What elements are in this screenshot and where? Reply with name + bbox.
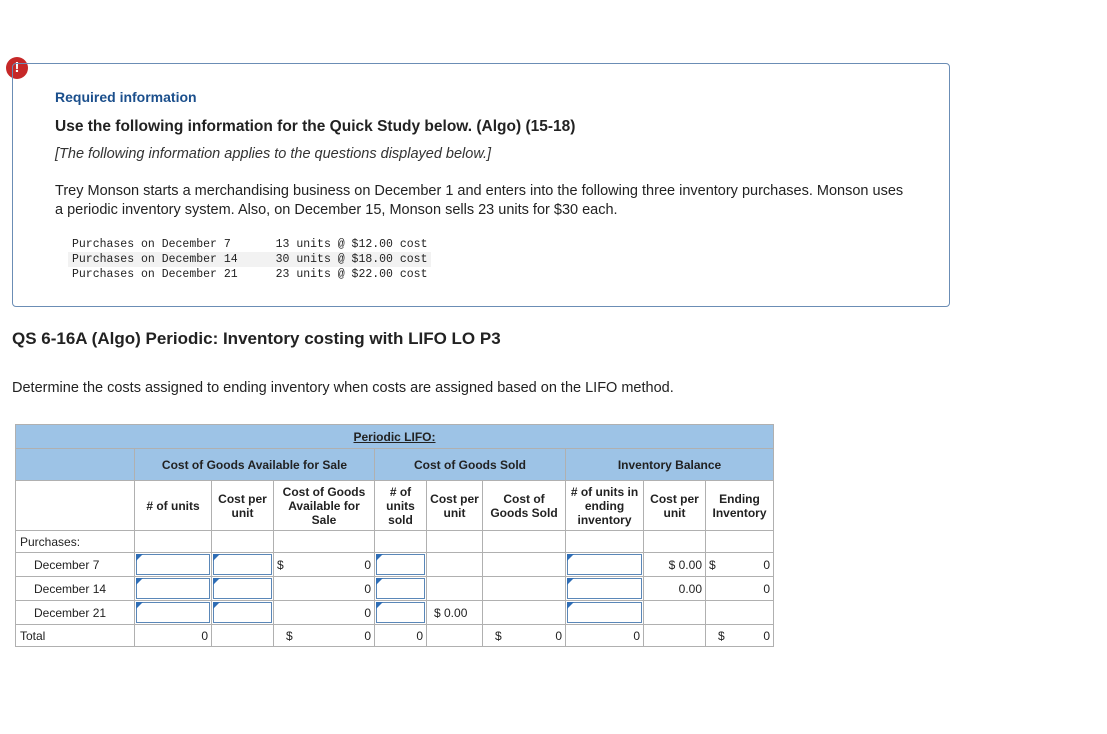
units-ending-input[interactable] xyxy=(566,577,644,601)
purchase-label: Purchases on December 7 xyxy=(72,238,231,251)
col-header-units-sold: # of units sold xyxy=(375,481,427,531)
row-label: December 14 xyxy=(16,577,135,601)
cost-per-unit-input[interactable] xyxy=(212,577,274,601)
cogs-value xyxy=(483,601,566,625)
units-sold-input[interactable] xyxy=(375,577,427,601)
purchase-label: Purchases on December 14 xyxy=(68,252,242,267)
cost-per-unit-input[interactable] xyxy=(212,553,274,577)
table-row xyxy=(16,601,774,625)
col-header-cost-per-unit-sold: Cost per unit xyxy=(427,481,483,531)
inventory-cost-per-unit xyxy=(644,601,706,625)
col-header-cogas: Cost of Goods Available for Sale xyxy=(274,481,375,531)
table-row xyxy=(16,577,774,601)
cogas-value: 0 xyxy=(274,601,375,625)
total-row xyxy=(16,625,774,647)
units-sold-input[interactable] xyxy=(375,553,427,577)
col-header-cost-goods-sold: Cost of Goods Sold xyxy=(483,481,566,531)
inventory-cost-per-unit: 0.00 xyxy=(644,577,706,601)
total-ending-inventory: $ 0 xyxy=(706,625,774,647)
units-sold-input[interactable] xyxy=(375,601,427,625)
inventory-cost-per-unit: $ 0.00 xyxy=(644,553,706,577)
purchase-row xyxy=(68,267,431,282)
required-information-title: Use the following information for the Quick Study below. (Algo) (15-18) xyxy=(55,118,576,135)
col-header-cost-per-unit: Cost per unit xyxy=(212,481,274,531)
col-header-units: # of units xyxy=(135,481,212,531)
col-header-cost-per-unit-ending: Cost per unit xyxy=(644,481,706,531)
required-information-subtitle: [The following information applies to the questions displayed below.] xyxy=(55,146,492,162)
row-label: December 7 xyxy=(16,553,135,577)
cogas-value: $ 0 xyxy=(274,553,375,577)
purchase-detail: 30 units @ $18.00 cost xyxy=(242,252,432,267)
cogs-value xyxy=(483,553,566,577)
purchase-row xyxy=(68,237,431,252)
purchases-table xyxy=(68,237,431,282)
purchase-detail: 13 units @ $12.00 cost xyxy=(275,238,428,251)
exclamation-icon: ! xyxy=(6,57,28,79)
col-header-ending-inventory: Ending Inventory xyxy=(706,481,774,531)
cost-per-unit-input[interactable] xyxy=(212,601,274,625)
total-cogs: $ 0 xyxy=(483,625,566,647)
purchase-label: Purchases on December 21 xyxy=(72,268,238,281)
row-label: December 21 xyxy=(16,601,135,625)
total-units-sold: 0 xyxy=(375,625,427,647)
total-units-ending: 0 xyxy=(566,625,644,647)
cogs-cost-per-unit xyxy=(427,577,483,601)
group-header-inventory: Inventory Balance xyxy=(566,449,774,481)
blank-header xyxy=(16,449,135,481)
table-row xyxy=(16,553,774,577)
total-cogs-cost-per-unit xyxy=(427,625,483,647)
ending-inventory-value: $ 0 xyxy=(706,553,774,577)
question-title: QS 6-16A (Algo) Periodic: Inventory costing with LIFO LO P3 xyxy=(12,329,501,348)
section-label: Purchases: xyxy=(16,531,135,553)
group-header-cogs: Cost of Goods Sold xyxy=(375,449,566,481)
blank-header xyxy=(16,481,135,531)
cogs-value xyxy=(483,577,566,601)
col-header-units-ending: # of units in ending inventory xyxy=(566,481,644,531)
required-information-panel xyxy=(12,63,950,307)
total-cost-per-unit xyxy=(212,625,274,647)
group-header-cogas: Cost of Goods Available for Sale xyxy=(135,449,375,481)
question-instruction: Determine the costs assigned to ending inventory when costs are assigned based on the LIFO method. xyxy=(12,380,674,396)
required-information-label: Required information xyxy=(55,89,197,105)
required-information-body: Trey Monson starts a merchandising business on December 1 and enters into the following three inventory purchases. Monson uses a periodic inventory system. Also, on December 15, Monson sells 23 units for $30 each. xyxy=(55,183,904,218)
units-ending-input[interactable] xyxy=(566,601,644,625)
units-ending-input[interactable] xyxy=(566,553,644,577)
total-cogas: $ 0 xyxy=(274,625,375,647)
cogs-cost-per-unit xyxy=(427,553,483,577)
lifo-table xyxy=(15,424,774,647)
total-inventory-cost-per-unit xyxy=(644,625,706,647)
purchase-row xyxy=(68,252,431,267)
cogs-cost-per-unit: $ 0.00 xyxy=(427,601,483,625)
total-units: 0 xyxy=(135,625,212,647)
ending-inventory-value: 0 xyxy=(706,577,774,601)
purchase-detail: 23 units @ $22.00 cost xyxy=(275,268,428,281)
ending-inventory-value xyxy=(706,601,774,625)
total-label: Total xyxy=(16,625,135,647)
units-input[interactable] xyxy=(135,577,212,601)
table-title: Periodic LIFO: xyxy=(16,425,774,449)
units-input[interactable] xyxy=(135,553,212,577)
cogas-value: 0 xyxy=(274,577,375,601)
units-input[interactable] xyxy=(135,601,212,625)
